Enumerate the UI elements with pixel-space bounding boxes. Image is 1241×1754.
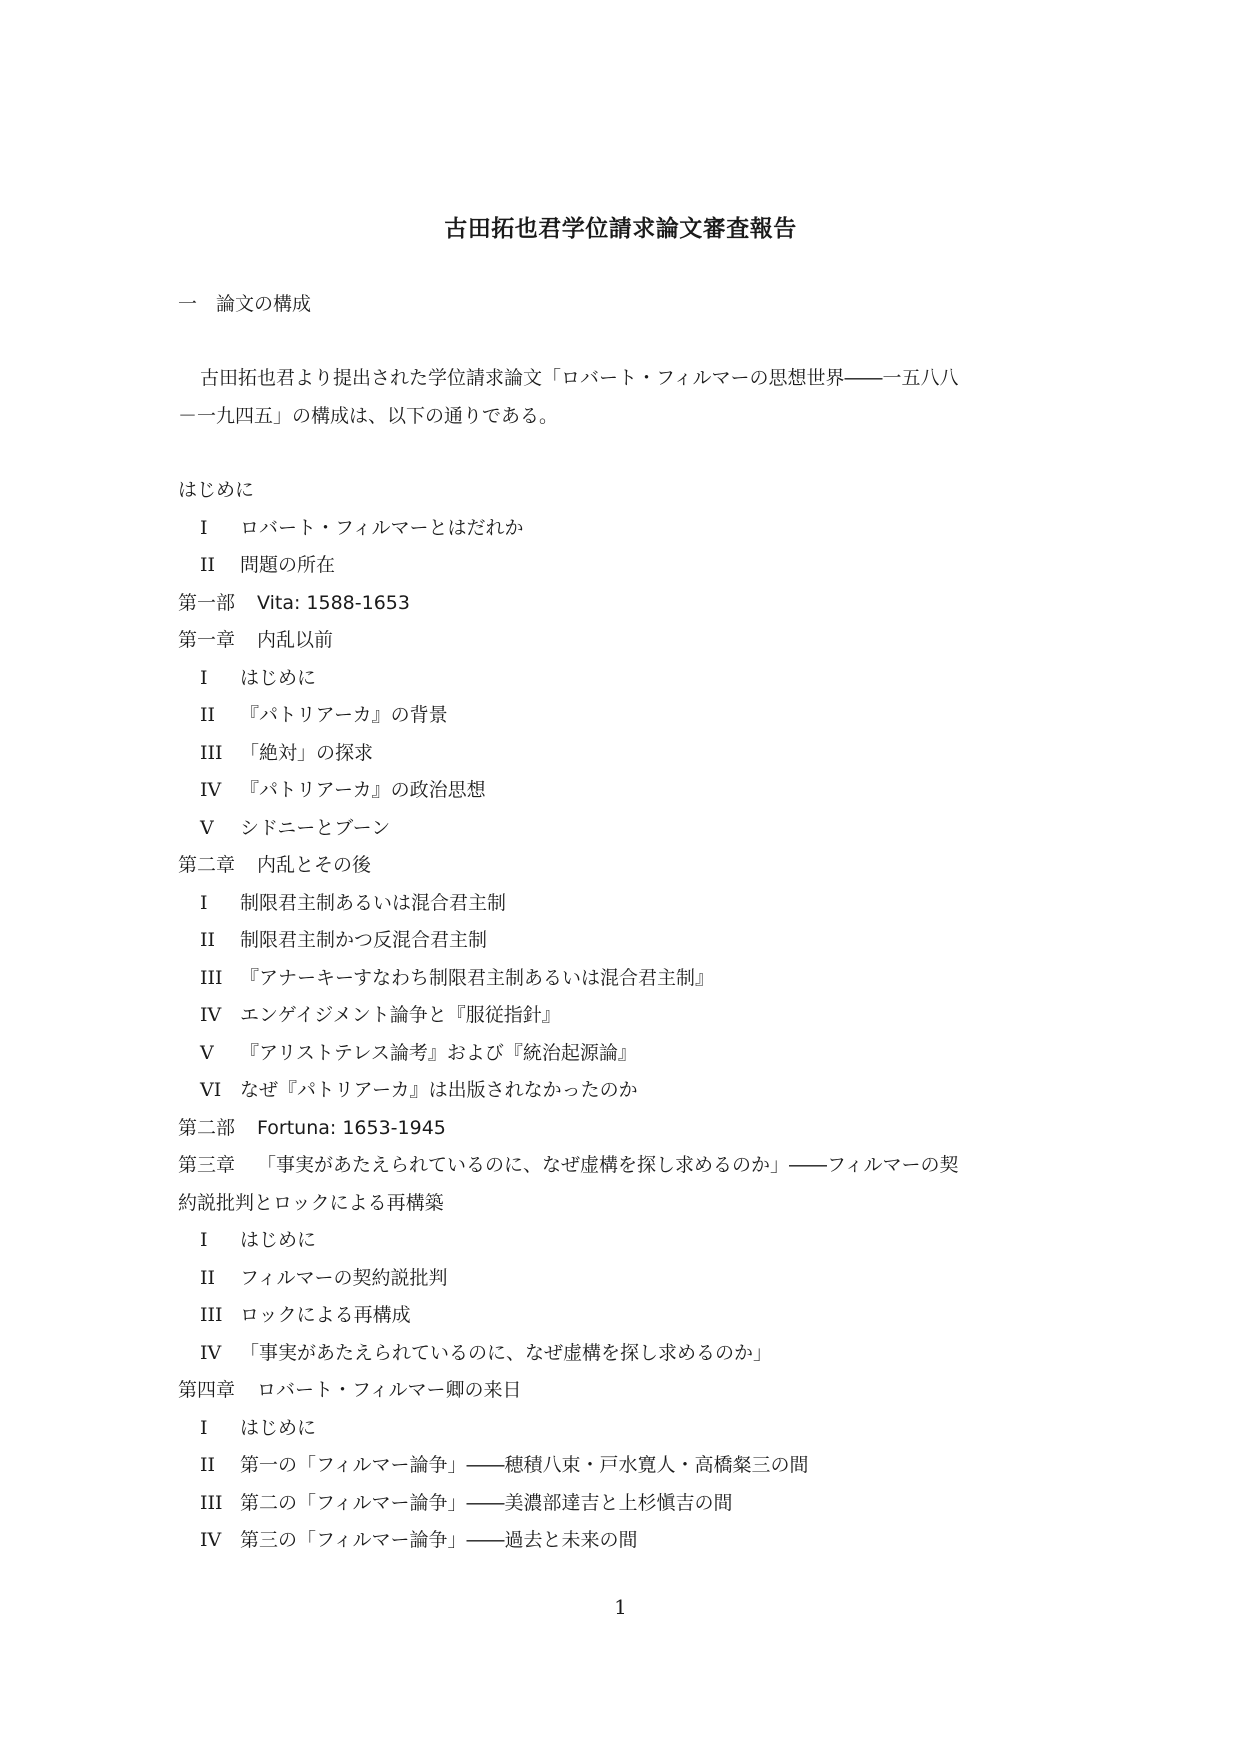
- toc-entry: [178, 1260, 1078, 1298]
- toc-entry: [178, 472, 1078, 510]
- toc-part-label: 第四章: [178, 1379, 236, 1401]
- toc-part-label: はじめに: [178, 479, 255, 501]
- toc-entry: [178, 1035, 1078, 1073]
- toc-entry: [178, 1222, 1078, 1260]
- toc-part-label: 第三章: [178, 1154, 236, 1176]
- toc-entry: [178, 697, 1078, 735]
- toc-entry-number: I: [200, 666, 208, 689]
- toc-entry: [178, 1110, 1078, 1148]
- toc-entry-text: 問題の所在: [240, 554, 336, 576]
- toc-part-title: 「事実があたえられているのに、なぜ虚構を探し求めるのか」――フィルマーの契: [257, 1154, 959, 1176]
- toc-entry-number: IV: [200, 1529, 222, 1551]
- toc-entry-number: II: [200, 929, 216, 951]
- page-number: 1: [614, 1595, 627, 1619]
- toc-entry-number: II: [200, 554, 216, 576]
- toc-entry: [178, 1447, 1078, 1485]
- toc-entry: [178, 547, 1078, 585]
- toc-entry-number: II: [200, 704, 216, 726]
- intro-line-2: －一九四五」の構成は、以下の通りである。: [178, 405, 559, 427]
- toc-entry-text: 制限君主制あるいは混合君主制: [240, 891, 507, 914]
- toc-entry-text: 第二の「フィルマー論争」――美濃部達吉と上杉愼吉の間: [240, 1491, 733, 1514]
- toc-entry: [178, 1297, 1078, 1335]
- toc-entry: [178, 810, 1078, 848]
- toc-entry: [178, 1072, 1078, 1110]
- toc-part-label: 第二部: [178, 1116, 236, 1139]
- toc-entry-text: 制限君主制かつ反混合君主制: [240, 929, 488, 951]
- toc-entry: [178, 885, 1078, 923]
- toc-entry-text: 『アナーキーすなわち制限君主制あるいは混合君主制』: [240, 966, 715, 989]
- intro-line-1: 古田拓也君より提出された学位請求論文「ロバート・フィルマーの思想世界――一五八八: [200, 367, 959, 389]
- page-title: 古田拓也君学位請求論文審査報告: [444, 216, 797, 242]
- toc-entry-text: 『パトリアーカ』の背景: [240, 704, 448, 726]
- toc-entry: [178, 1522, 1078, 1560]
- toc-entry-number: IV: [200, 779, 222, 801]
- toc-entry: [178, 660, 1078, 698]
- toc-entry-number: III: [200, 1491, 223, 1514]
- toc-entry-number: I: [200, 1229, 208, 1251]
- section-heading: 一 論文の構成: [178, 293, 312, 315]
- toc-entry-number: V: [200, 1041, 214, 1064]
- toc-entry: [178, 622, 1078, 660]
- toc-entry: [178, 960, 1078, 998]
- toc-entry-text: 第一の「フィルマー論争」――穂積八束・戸水寛人・高橋粲三の間: [240, 1454, 809, 1476]
- toc-part-title: Fortuna: 1653-1945: [257, 1116, 446, 1139]
- toc-entry-number: II: [200, 1454, 216, 1476]
- toc-part-title: 内乱以前: [257, 629, 334, 651]
- toc-entry: [178, 922, 1078, 960]
- toc-entry: [178, 735, 1078, 773]
- toc-entry-text: はじめに: [240, 1229, 317, 1251]
- toc-entry: [178, 1335, 1078, 1373]
- toc-entry: [178, 997, 1078, 1035]
- toc-part-title: 内乱とその後: [257, 854, 372, 876]
- toc-entry-text: 『アリストテレス論考』および『統治起源論』: [240, 1041, 637, 1064]
- toc-entry-text: はじめに: [240, 666, 317, 689]
- toc-entry-number: II: [200, 1266, 216, 1289]
- toc-entry-text: 「絶対」の探求: [240, 741, 374, 764]
- toc-entry: [178, 1147, 1078, 1185]
- table-of-contents: [178, 472, 1078, 1560]
- toc-entry-text: 『パトリアーカ』の政治思想: [240, 779, 486, 801]
- toc-entry: [178, 1185, 1078, 1223]
- toc-part-label: 第二章: [178, 854, 236, 876]
- toc-entry: [178, 1410, 1078, 1448]
- toc-entry: [178, 772, 1078, 810]
- toc-entry-text: エンゲイジメント論争と『服従指針』: [240, 1004, 561, 1026]
- toc-entry-number: III: [200, 741, 223, 764]
- toc-entry: [178, 510, 1078, 548]
- toc-entry-number: IV: [200, 1341, 222, 1364]
- toc-part-label: 第一部: [178, 591, 236, 614]
- intro-paragraph: [178, 359, 1078, 435]
- toc-part-title: ロバート・フィルマー卿の来日: [257, 1379, 522, 1401]
- toc-entry: [178, 585, 1078, 623]
- toc-entry-text: ロバート・フィルマーとはだれか: [240, 516, 524, 539]
- toc-entry-number: VI: [200, 1079, 222, 1101]
- toc-entry-text: 「事実があたえられているのに、なぜ虚構を探し求めるのか」: [240, 1341, 773, 1364]
- toc-entry-number: IV: [200, 1004, 222, 1026]
- toc-entry: [178, 847, 1078, 885]
- toc-entry-text: なぜ『パトリアーカ』は出版されなかったのか: [240, 1079, 638, 1101]
- toc-entry-text: ロックによる再構成: [240, 1304, 411, 1326]
- toc-entry-text: シドニーとブーン: [240, 816, 391, 839]
- toc-entry-number: III: [200, 966, 223, 989]
- toc-entry-number: III: [200, 1304, 223, 1326]
- toc-entry-text: 第三の「フィルマー論争」――過去と未来の間: [240, 1529, 638, 1551]
- toc-entry: [178, 1485, 1078, 1523]
- toc-entry-number: I: [200, 516, 208, 539]
- toc-part-label: 第一章: [178, 629, 236, 651]
- toc-entry-number: I: [200, 1416, 208, 1439]
- toc-entry-number: I: [200, 891, 208, 914]
- toc-entry-text: はじめに: [240, 1416, 317, 1439]
- toc-entry-continuation: 約説批判とロックによる再構築: [178, 1191, 444, 1214]
- toc-entry-number: V: [200, 816, 214, 839]
- toc-entry-text: フィルマーの契約説批判: [240, 1266, 448, 1289]
- toc-part-title: Vita: 1588-1653: [257, 591, 410, 614]
- toc-entry: [178, 1372, 1078, 1410]
